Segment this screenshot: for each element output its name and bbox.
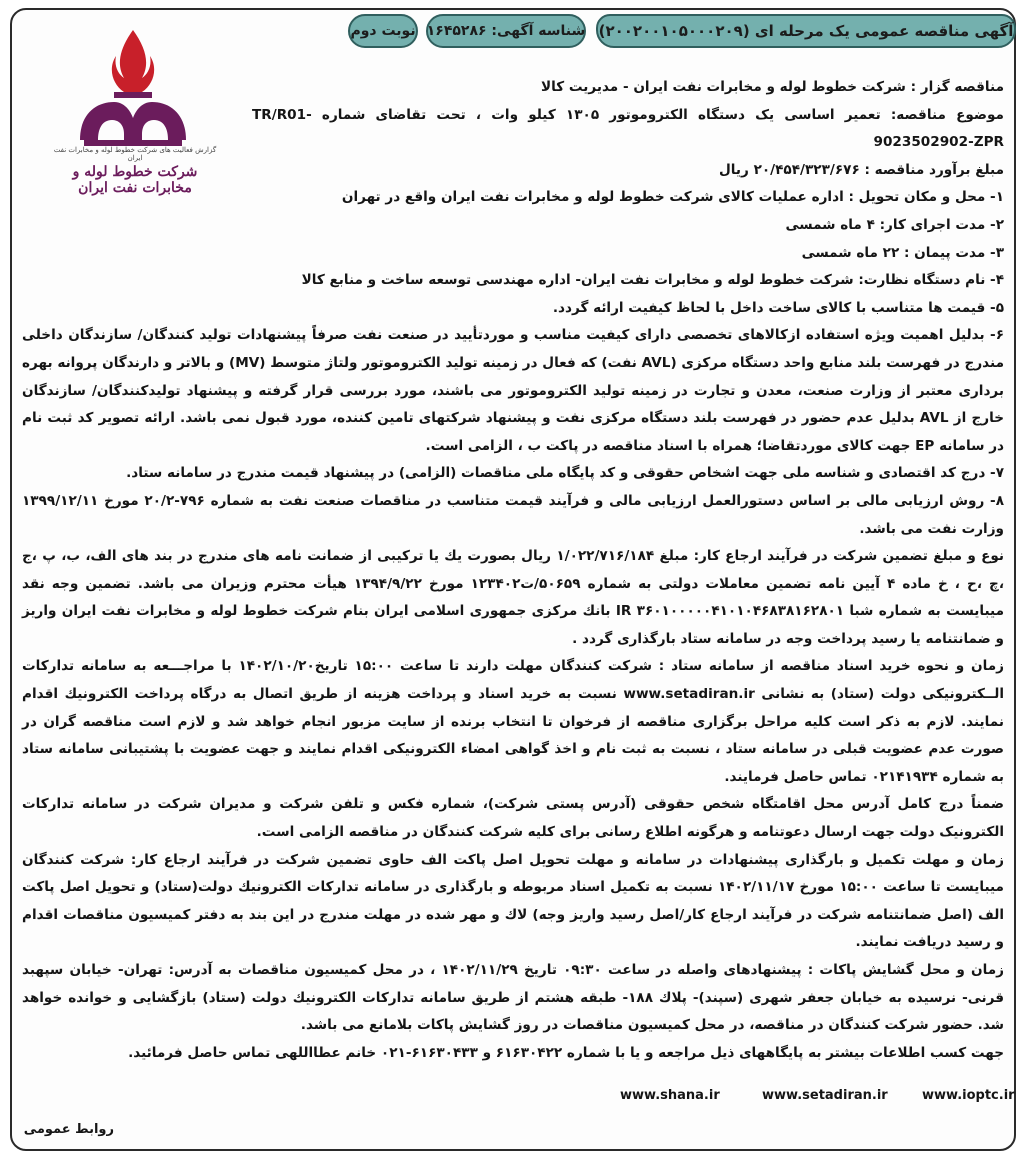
- purchase-paragraph: زمان و نحوه خرید اسناد مناقصه از سامانه ستاد : شرکت کنندگان مهلت دارند تا ساعت ۱۵:۰۰ تاریخ۱۴۰۲/۱۰/۲۰ با مراجـــعه به سامانه تدارکات الــکترونیکی دولت (ستاد) به نشانی www.setadiran.ir نسبت به خرید اسناد و پرداخت هزینه از طریق اتصال به درگاه پرداخت الکترونیك اقدام نمایند. لازم به ذکر است کلیه مراحل برگزاری مناقصه از فرخوان تا انتخاب برنده از سایت مزبور انجام خواهد شد و لازم است مناقصه گران در صورت عدم عضویت قبلی در سامانه ستاد ، نسبت به ثبت نام و اخذ گواهی امضاء الکترونیکی اقدام نمایند و جهت عضویت با پشتیبانی سامانه ستاد به شماره ۰۲۱۴۱۹۳۴ تماس حاصل فرمایند.: [22, 658, 1005, 785]
- item-4: ۴- نام دستگاه نظارت: شرکت خطوط لوله و مخابرات نفت ایران- اداره مهندسی توسعه ساخت و منابع کالا: [301, 272, 1004, 289]
- notice-body: [22, 74, 1004, 1067]
- estimate-line: مبلغ برآورد مناقصه : ۲۰/۴۵۴/۳۲۳/۶۷۶ ریال: [719, 161, 1004, 178]
- subject-text: موضوع مناقصه: تعمیر اساسی یک دستگاه الکتروموتور ۱۳۰۵ کیلو وات ، تحت تقاضای شماره: [321, 106, 1004, 123]
- item-7: ۷- درج کد اقتصادی و شناسه ملی جهت اشخاص حقوقی و کد پایگاه ملی مناقصات (الزامی) در پیشنهاد قیمت مندرج در سامانه ستاد.: [126, 465, 1004, 482]
- website-ioptc[interactable]: www.ioptc.ir: [922, 1088, 1015, 1103]
- contact-paragraph: جهت کسب اطلاعات بیشتر به پایگاههای ذیل مراجعه و یا با شماره ۶۱۶۳۰۴۲۲ و ۶۱۶۳۰۴۳۳-۰۲۱ خانم عطااللهی تماس حاصل فرمائید.: [128, 1044, 1004, 1061]
- notice-header: [350, 8, 1016, 52]
- opening-paragraph: زمان و محل گشایش پاکات : پیشنهادهای واصله در ساعت ۰۹:۳۰ تاریخ ۱۴۰۲/۱۱/۲۹ ، در محل کمیسیون مناقصات به آدرس: تهران- خیابان سپهبد قرنی- نرسیده به خیابان جعفر شهری (سپند)- پلاك ۱۸۸- طبقه هشتم از طریق سامانه تدارکات الکترونیك دولت (ستاد) بازگشایی و خوانده خواهد شد. حضور شرکت کنندگان در مناقصه، در محل کمیسیون مناقصات در روز گشایش پاکات بلامانع می باشد.: [22, 962, 1005, 1034]
- item-6: ۶- بدلیل اهمیت ویژه استفاده ازکالاهای تخصصی دارای کیفیت مناسب و موردتأیید در صنعت نفت صرفاً پیشنهادات تولید کنندگان/ سازندگان داخلی مندرج در فهرست بلند منابع واحد دستگاه مرکزی (AVL نفت) که فعال در زمینه تولید الکتروموتور ولتاژ متوسط (MV) و بالاتر و دارندگان پروانه بهره برداری معتبر از وزارت صنعت، معدن و تجارت در زمینه تولید الکتروموتور می باشند، مورد بررسی قرار گرفته و پیشنهاد تولیدکنندگان/ سازندگان خارج از AVL بدلیل عدم حضور در فهرست بلند دستگاه مرکزی نفت و پیشنهاد شرکتهای تامین کننده، مورد قبول نمی باشد. ارائه تصویر کد ثبت نام در سامانه EP جهت کالای موردتقاضا؛ همراه با اسناد مناقصه در پاکت ب ، الزامی است.: [22, 327, 1004, 454]
- logo-company-name: شرکت خطوط لوله و مخابرات نفت ایران: [72, 164, 198, 196]
- ad-id-badge: شناسه آگهی: ۱۶۴۵۲۸۶: [426, 14, 586, 48]
- item-2: ۲- مدت اجرای کار: ۴ ماه شمسی: [785, 216, 1004, 233]
- website-shana[interactable]: www.shana.ir: [620, 1088, 720, 1103]
- round-badge: نوبت دوم: [348, 14, 418, 48]
- request-code: TR/R01-9023502902-ZPR: [252, 106, 1004, 151]
- address-paragraph: ضمناً درج کامل آدرس محل اقامتگاه شخص حقوقی (آدرس پستی شرکت)، شماره فکس و تلفن شرکت و مدیران شرکت در سامانه تدارکات الکترونیک دولت جهت ارسال دعوتنامه و هرگونه اطلاع رسانی برای کلیه شرکت کنندگان در مناقصه الزامی است.: [22, 796, 1004, 841]
- item-1: ۱- محل و مکان تحویل : اداره عملیات کالای شرکت خطوط لوله و مخابرات نفت ایران واقع در تهران: [341, 189, 1004, 206]
- tenderer-line: مناقصه گزار : شرکت خطوط لوله و مخابرات نفت ایران - مدیریت کالا: [541, 79, 1004, 95]
- websites: [620, 1088, 1015, 1108]
- deadline-paragraph: زمان و مهلت تکمیل و بارگذاری پیشنهادات در سامانه و مهلت تحویل اصل پاکت الف حاوی تضمین شرکت در فرآیند ارجاع کار: شرکت کنندگان میبایست تا ساعت ۱۵:۰۰ مورخ ۱۴۰۲/۱۱/۱۷ نسبت به تکمیل اسناد مربوطه و بارگذاری در سامانه تدارکات الکترونیك دولت(ستاد) و تحویل اصل پاکت الف (اصل ضمانتنامه شرکت در فرآیند ارجاع کار/اصل رسید واریز وجه) لاك و مهر شده در مهلت مندرج در این بند به دفتر کمیسیون مناقصات اقدام و رسید دریافت نمایند.: [22, 851, 1004, 951]
- subject-line: [252, 102, 1004, 157]
- item-5: ۵- قیمت ها متناسب با کالای ساخت داخل با لحاظ کیفیت ارائه گردد.: [552, 299, 1004, 316]
- public-relations-signature: روابط عمومی: [23, 1122, 114, 1137]
- website-setadiran[interactable]: www.setadiran.ir: [762, 1088, 888, 1103]
- item-8: ۸- روش ارزیابی مالی بر اساس دستورالعمل ارزیابی مالی و فرآیند قیمت متناسب در مناقصات صنعت نفت به شماره ۷۹۶-۲۰/۲ مورخ ۱۳۹۹/۱۲/۱۱ وزارت نفت می باشد.: [22, 492, 1005, 537]
- logo-subtitle: گزارش فعالیت های شرکت خطوط لوله و مخابرات نفت ایران: [53, 146, 217, 162]
- notice-title: آگهی مناقصه عمومی یک مرحله ای (۲۰۰۲۰۰۱۰۵۰۰۰۲۰۹): [596, 14, 1016, 48]
- item-3: ۳- مدت پیمان : ۲۲ ماه شمسی: [801, 244, 1004, 261]
- guarantee-paragraph: نوع و مبلغ تضمین شرکت در فرآیند ارجاع کار: مبلغ ۱/۰۲۲/۷۱۶/۱۸۴ ریال بصورت یك یا ترکیبی از ضمانت نامه های مندرج در بند های الف، ب، پ ،ج ،چ ،ح ، خ ماده ۴ آیین نامه تضمین معاملات دولتی به شماره ۵۰۶۵۹/ت۱۲۳۴۰۲ مورخ ۱۳۹۴/۹/۲۲ هیأت محترم وزیران می باشد. تضمین وجه نقد میبایست به شماره شبا IR ۳۶۰۱۰۰۰۰۰۴۱۰۱۰۴۶۸۳۸۱۶۲۸۰۱ بانك مرکزی جمهوری اسلامی ایران بنام شرکت خطوط لوله و مخابرات نفت ایران واریز و ضمانتنامه یا رسید پرداخت وجه در سامانه ستاد بارگذاری گردد .: [22, 548, 1005, 647]
